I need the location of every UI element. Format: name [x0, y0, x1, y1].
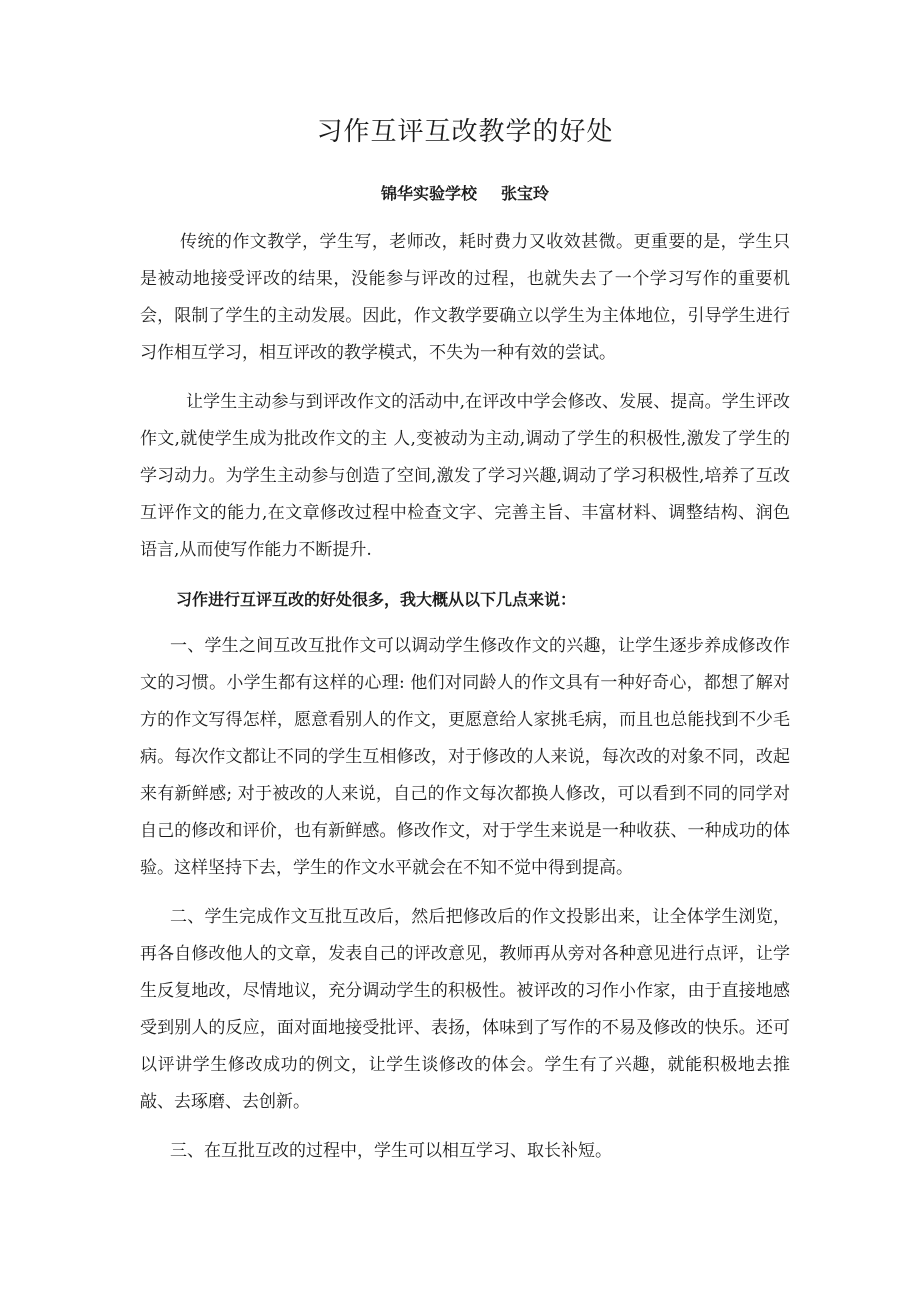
- document-page: [140, 112, 790, 1182]
- paragraph-participation: 让学生主动参与到评改作文的活动中,在评改中学会修改、发展、提高。学生评改作文,就使学生成为批改作文的主 人,变被动为主动,调动了学生的积极性,激发了学生的学习动力。为学生主动参与创造了空间,激发了学习兴趣,调动了学习积极性,培养了互改互评作文的能力,在文章修改过程中检查文字、完善主旨、丰富材料、调整结构、润色语言,从而使写作能力不断提升.: [140, 392, 790, 560]
- section-lead: 习作进行互评互改的好处很多，我大概从以下几点来说：: [176, 590, 577, 609]
- author-school: 锦华实验学校: [380, 184, 477, 203]
- paragraph-point-2: 二、学生完成作文互批互改后，然后把修改后的作文投影出来，让全体学生浏览，再各自修改他人的文章，发表自己的评改意见，教师再从旁对各种意见进行点评，让学生反复地改，尽情地议，充分调动学生的积极性。被评改的习作小作家，由于直接地感受到别人的反应，面对面地接受批评、表扬，体味到了写作的不易及修改的快乐。还可以评讲学生修改成功的例文，让学生谈修改的体会。学生有了兴趣，就能积极地去推敲、去琢磨、去创新。: [140, 907, 790, 1112]
- paragraph-intro: 传统的作文教学，学生写，老师改，耗时费力又收效甚微。更重要的是，学生只是被动地接受评改的结果，没能参与评改的过程，也就失去了一个学习写作的重要机会，限制了学生的主动发展。因此，作文教学要确立以学生为主体地位，引导学生进行习作相互学习，相互评改的教学模式，不失为一种有效的尝试。: [140, 232, 790, 363]
- document-title: 习作互评互改教学的好处: [316, 117, 614, 147]
- author-name: 张宝玲: [501, 184, 550, 203]
- author-line: [140, 182, 790, 206]
- paragraph-point-3: 三、在互批互改的过程中，学生可以相互学习、取长补短。: [170, 1141, 612, 1161]
- paragraph-point-1: 一、学生之间互改互批作文可以调动学生修改作文的兴趣，让学生逐步养成修改作文的习惯。小学生都有这样的心理: 他们对同龄人的作文具有一种好奇心，都想了解对方的作文写得怎样，愿意看别人的作文，更愿意给人家挑毛病，而且也总能找到不少毛病。每次作文都让不同的学生互相修改，对于修改的人来说，每次改的对象不同，改起来有新鲜感; 对于被改的人来说，自己的作文每次都换人修改，可以看到不同的同学对自己的修改和评价，也有新鲜感。修改作文，对于学生来说是一种收获、一种成功的体验。这样坚持下去，学生的作文水平就会在不知不觉中得到提高。: [140, 636, 790, 878]
